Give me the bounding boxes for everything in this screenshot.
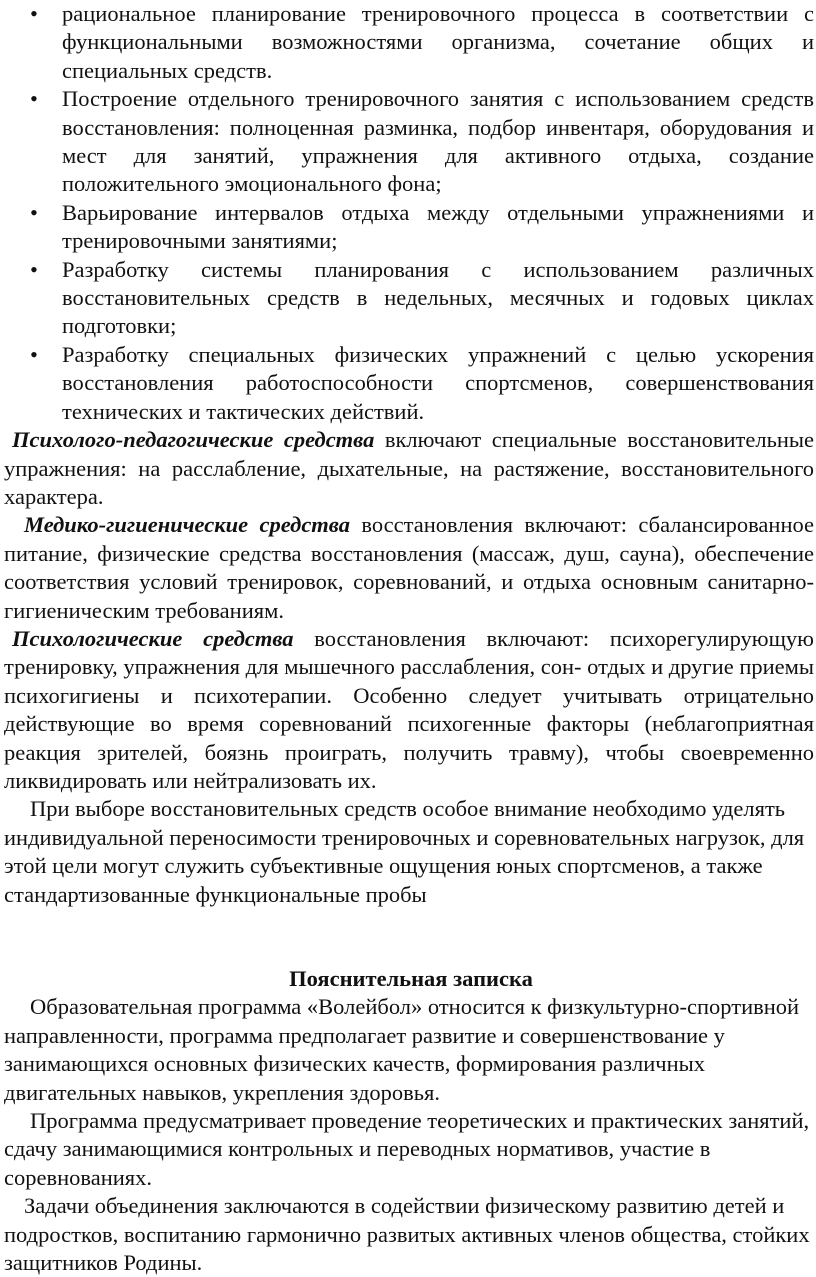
- list-item-text: Построение отдельного тренировочного занятия с использованием средств восстановления: полноценная разминка, подбор инвентаря, оборудования и мест для занятий, упражнения для активного отдыха, создание положительного эмоционального фона;: [62, 86, 814, 197]
- psych-ped-term: Психолого-педагогические средства: [12, 427, 375, 453]
- list-item-text: Разработку специальных физических упражнений с целью ускорения восстановления работоспособности спортсменов, совершенствования технических и тактических действий.: [62, 341, 814, 424]
- note-heading: Пояснительная записка: [289, 966, 533, 991]
- list-item-text: рациональное планирование тренировочного процесса в соответствии с функциональными возможностями организма, сочетание общих и специальных средств.: [62, 1, 814, 83]
- list-item: [4, 0, 814, 85]
- note-paragraph: Образовательная программа «Волейбол» относится к физкультурно-спортивной направленности, программа предполагает развитие и совершенствование у занимающихся основных физических качеств, формирования различных двигательных навыков, укрепления здоровья.: [4, 994, 800, 1105]
- bullet-icon: •: [30, 86, 38, 112]
- med-hyg-paragraph: [4, 511, 814, 625]
- list-item: [4, 341, 814, 426]
- psych-text: восстановления включают: психорегулирующую тренировку, упражнения для мышечного расслабления, сон- отдых и другие приемы психогигиены и психотерапии. Особенно следует учитывать отрицательно действующие во время соревнований психогенные факторы (неблагоприятная реакция зрителей, боязнь проиграть, получить травму), чтобы своевременно ликвидировать или нейтрализовать их.: [4, 625, 814, 793]
- psych-ped-text: включают специальные восстановительные упражнения: на расслабление, дыхательные, на растяжение, восстановительного характера.: [4, 427, 814, 509]
- psych-term: Психологические средства: [12, 625, 294, 651]
- list-item: [4, 256, 814, 341]
- bullet-icon: •: [30, 199, 38, 225]
- bullet-icon: •: [30, 256, 38, 282]
- note-paragraph: Задачи объединения заключаются в содействии физическому развитию детей и подростков, воспитанию гармонично развитых активных членов общества, стойких защитников Родины.: [4, 1193, 810, 1276]
- list-item-text: Варьирование интервалов отдыха между отдельными упражнениями и тренировочными занятиями;: [62, 199, 814, 254]
- med-hyg-term: Медико-гигиенические средства: [24, 512, 350, 538]
- psych-paragraph: [4, 625, 814, 795]
- psych-ped-paragraph: [4, 426, 814, 511]
- note-paragraph: Программа предусматривает проведение теоретических и практических занятий, сдачу занимающимися контрольных и переводных нормативов, участие в соревнованиях.: [4, 1108, 810, 1190]
- list-item: [4, 85, 814, 199]
- med-hyg-text: восстановления включают: сбалансированное питание, физические средства восстановления (массаж, душ, сауна), обеспечение соответствия условий тренировок, соревнований, и отдыха основным санитарно-гигиеническим требованиям.: [4, 512, 814, 623]
- bullet-icon: •: [30, 1, 38, 26]
- list-item: [4, 199, 814, 256]
- bullet-icon: •: [30, 341, 38, 367]
- spacer: [4, 909, 814, 965]
- choice-paragraph: При выборе восстановительных средств особое внимание необходимо уделять индивидуальной переносимости тренировочных и соревновательных нагрузок, для этой цели могут служить субъективные ощущения юных спортсменов, а также стандартизованные функциональные пробы: [4, 796, 805, 907]
- list-item-text: Разработку системы планирования с использованием различных восстановительных средств в недельных, месячных и годовых циклах подготовки;: [62, 256, 814, 339]
- bullet-list: [4, 0, 814, 426]
